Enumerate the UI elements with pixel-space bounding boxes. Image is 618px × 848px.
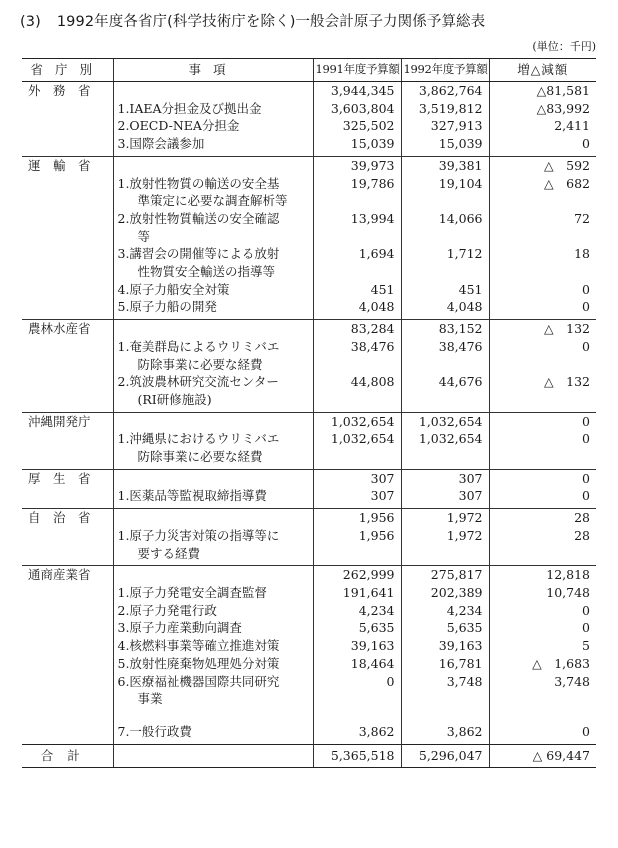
item-change: △ 1,683 (489, 655, 596, 673)
item-fy1992: 15,039 (401, 135, 489, 156)
item-fy1991: 1,032,654 (313, 430, 401, 448)
item-label: 1.奄美群島によるウリミバエ (113, 338, 313, 356)
item-fy1991: 4,048 (313, 298, 401, 319)
item-label: 4.核燃料事業等確立推進対策 (113, 637, 313, 655)
item-label: 2.OECD-NEA分担金 (113, 117, 313, 135)
total-fy1991: 5,365,518 (313, 744, 401, 767)
item-fy1992: 1,032,654 (401, 430, 489, 448)
header-row (22, 59, 596, 82)
item-fy1992: 307 (401, 487, 489, 508)
item-row (22, 487, 596, 508)
ministry-name: 運輸省 (22, 156, 113, 174)
ministry-row (22, 566, 596, 584)
ministry-fy1992: 275,817 (401, 566, 489, 584)
ministry-change: △81,581 (489, 82, 596, 100)
ministry-name: 通商産業省 (22, 566, 113, 584)
item-fy1991: 13,994 (313, 210, 401, 228)
item-row (22, 637, 596, 655)
item-fy1992: 38,476 (401, 338, 489, 356)
item-fy1992: 202,389 (401, 584, 489, 602)
item-label: 3.講習会の開催等による放射 (113, 245, 313, 263)
item-row (22, 673, 596, 691)
ministry-fy1991: 307 (313, 469, 401, 487)
item-change: 0 (489, 487, 596, 508)
item-label: 6.医療福祉機器国際共同研究 (113, 673, 313, 691)
item-fy1991: 4,234 (313, 602, 401, 620)
item-change: 0 (489, 430, 596, 448)
item-fy1992: 327,913 (401, 117, 489, 135)
ministry-fy1991: 83,284 (313, 320, 401, 338)
ministry-fy1991: 1,956 (313, 509, 401, 527)
item-fy1992: 14,066 (401, 210, 489, 228)
item-row (22, 723, 596, 744)
header-change: 増△減額 (489, 59, 596, 82)
ministry-fy1992: 307 (401, 469, 489, 487)
item-fy1992: 1,972 (401, 527, 489, 545)
header-item: 事項 (113, 59, 313, 82)
item-label-cont: 性物質安全輸送の指導等 (113, 263, 313, 281)
item-label: 5.原子力船の開発 (113, 298, 313, 319)
ministry-name: 外務省 (28, 83, 91, 98)
ministry-fy1991: 262,999 (313, 566, 401, 584)
ministry-name: 農林水産省 (22, 320, 113, 338)
item-label-cont: 防除事業に必要な経費 (113, 448, 313, 469)
item-label: 3.原子力産業動向調査 (113, 619, 313, 637)
item-change: 10,748 (489, 584, 596, 602)
item-fy1991: 1,956 (313, 527, 401, 545)
item-row (22, 298, 596, 319)
item-change: 18 (489, 245, 596, 263)
ministry-fy1992: 3,862,764 (401, 82, 489, 100)
item-label: 5.放射性廃棄物処理処分対策 (113, 655, 313, 673)
item-fy1991: 19,786 (313, 175, 401, 193)
ministry-fy1991: 3,944,345 (313, 82, 401, 100)
ministry-change: △ 132 (489, 320, 596, 338)
item-label: 1.原子力発電安全調査監督 (113, 584, 313, 602)
item-fy1992: 3,519,812 (401, 100, 489, 118)
ministry-change: 0 (489, 469, 596, 487)
item-row (22, 245, 596, 263)
item-label-cont: 準策定に必要な調査解析等 (113, 192, 313, 210)
item-fy1991: 15,039 (313, 135, 401, 156)
item-fy1992: 4,048 (401, 298, 489, 319)
item-label: 2.放射性物質輸送の安全確認 (113, 210, 313, 228)
ministry-fy1992: 1,032,654 (401, 412, 489, 430)
item-fy1991: 307 (313, 487, 401, 508)
item-row (22, 338, 596, 356)
item-fy1992: 19,104 (401, 175, 489, 193)
ministry-fy1992: 39,381 (401, 156, 489, 174)
item-row (22, 584, 596, 602)
ministry-row (22, 509, 596, 527)
item-label: 1.原子力災害対策の指導等に (113, 527, 313, 545)
item-label: 4.原子力船安全対策 (113, 281, 313, 299)
item-label: 7.一般行政費 (113, 723, 313, 744)
total-fy1992: 5,296,047 (401, 744, 489, 767)
item-row-continuation (22, 356, 596, 374)
item-fy1992: 5,635 (401, 619, 489, 637)
ministry-change: △ 592 (489, 156, 596, 174)
ministry-fy1992: 1,972 (401, 509, 489, 527)
header-fy1991: 1991年度予算額 (313, 59, 401, 82)
item-change: 72 (489, 210, 596, 228)
item-change: 0 (489, 338, 596, 356)
item-fy1992: 39,163 (401, 637, 489, 655)
item-fy1991: 1,694 (313, 245, 401, 263)
item-row-continuation (22, 391, 596, 412)
ministry-change: 28 (489, 509, 596, 527)
item-row (22, 135, 596, 156)
unit-note: (単位：千円) (532, 40, 596, 53)
item-fy1991: 18,464 (313, 655, 401, 673)
item-change: △83,992 (489, 100, 596, 118)
ministry-row (22, 469, 596, 487)
item-fy1991: 191,641 (313, 584, 401, 602)
total-label: 合計 (22, 744, 113, 767)
item-row (22, 117, 596, 135)
item-change: △ 682 (489, 175, 596, 193)
header-fy1992: 1992年度予算額 (401, 59, 489, 82)
item-row-continuation (22, 448, 596, 469)
item-row-continuation (22, 192, 596, 210)
item-label: 1.放射性物質の輸送の安全基 (113, 175, 313, 193)
item-row (22, 100, 596, 118)
title-number: (3) (20, 14, 41, 30)
ministry-change: 12,818 (489, 566, 596, 584)
item-row (22, 373, 596, 391)
item-row-continuation (22, 545, 596, 566)
spacer-row (22, 708, 596, 723)
item-fy1991: 38,476 (313, 338, 401, 356)
item-label: 1.IAEA分担金及び拠出金 (113, 100, 313, 118)
item-label-cont: 防除事業に必要な経費 (113, 356, 313, 374)
item-label-cont: (RI研修施設) (113, 391, 313, 412)
item-row (22, 210, 596, 228)
item-fy1991: 3,603,804 (313, 100, 401, 118)
document-title (20, 10, 610, 31)
item-row (22, 655, 596, 673)
item-label: 1.医薬品等監視取締指導費 (113, 487, 313, 508)
item-fy1991: 3,862 (313, 723, 401, 744)
item-change: △ 132 (489, 373, 596, 391)
item-label: 1.沖縄県におけるウリミバエ (113, 430, 313, 448)
item-row (22, 175, 596, 193)
item-label: 3.国際会議参加 (113, 135, 313, 156)
item-change: 0 (489, 135, 596, 156)
item-row (22, 281, 596, 299)
ministry-change: 0 (489, 412, 596, 430)
item-label-cont: 事業 (113, 690, 313, 708)
item-row-continuation (22, 228, 596, 246)
item-row (22, 619, 596, 637)
ministry-fy1992: 83,152 (401, 320, 489, 338)
item-change: 0 (489, 723, 596, 744)
item-fy1991: 39,163 (313, 637, 401, 655)
ministry-row (22, 82, 596, 100)
item-fy1991: 325,502 (313, 117, 401, 135)
item-fy1992: 3,862 (401, 723, 489, 744)
ministry-name: 自治省 (22, 509, 113, 527)
item-row (22, 602, 596, 620)
total-change: △ 69,447 (489, 744, 596, 767)
ministry-fy1991: 1,032,654 (313, 412, 401, 430)
item-change: 2,411 (489, 117, 596, 135)
item-change: 0 (489, 619, 596, 637)
item-row (22, 527, 596, 545)
item-row (22, 430, 596, 448)
total-row (22, 744, 596, 767)
item-fy1992: 451 (401, 281, 489, 299)
item-row-continuation (22, 690, 596, 708)
header-ministry: 省庁別 (22, 59, 113, 82)
item-change: 0 (489, 298, 596, 319)
ministry-row (22, 156, 596, 174)
item-change: 3,748 (489, 673, 596, 691)
item-fy1991: 44,808 (313, 373, 401, 391)
title-text: 1992年度各省庁(科学技術庁を除く)一般会計原子力関係予算総表 (56, 14, 486, 30)
ministry-row (22, 412, 596, 430)
item-fy1992: 3,748 (401, 673, 489, 691)
item-change: 0 (489, 602, 596, 620)
ministry-name: 厚生省 (22, 469, 113, 487)
ministry-fy1991: 39,973 (313, 156, 401, 174)
budget-table (22, 58, 596, 768)
item-change: 28 (489, 527, 596, 545)
item-fy1992: 1,712 (401, 245, 489, 263)
item-label-cont: 等 (113, 228, 313, 246)
item-row-continuation (22, 263, 596, 281)
ministry-name: 沖縄開発庁 (22, 412, 113, 430)
item-label: 2.原子力発電行政 (113, 602, 313, 620)
item-fy1991: 5,635 (313, 619, 401, 637)
item-change: 5 (489, 637, 596, 655)
item-fy1991: 451 (313, 281, 401, 299)
item-fy1991: 0 (313, 673, 401, 691)
item-label-cont: 要する経費 (113, 545, 313, 566)
item-label: 2.筑波農林研究交流センター (113, 373, 313, 391)
item-change: 0 (489, 281, 596, 299)
item-fy1992: 4,234 (401, 602, 489, 620)
item-fy1992: 44,676 (401, 373, 489, 391)
item-fy1992: 16,781 (401, 655, 489, 673)
ministry-row (22, 320, 596, 338)
